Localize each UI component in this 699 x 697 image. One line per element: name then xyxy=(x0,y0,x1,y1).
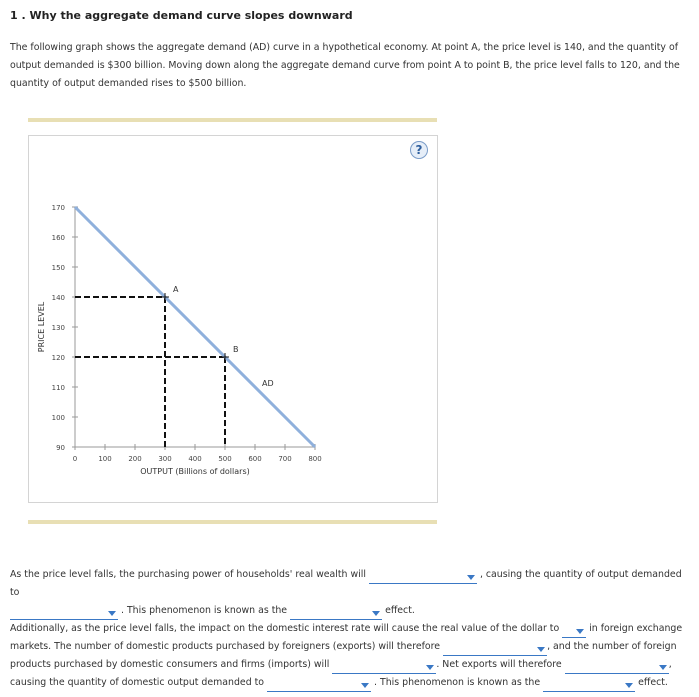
chart-dashed-guides xyxy=(75,297,225,447)
y-tick-label: 140 xyxy=(51,294,65,302)
q2-text-2: in foreign exchange markets. The number of domestic products purchased by foreigners (exports) will therefore xyxy=(10,623,683,652)
chart-axes xyxy=(72,207,315,450)
question-exchange-rate-effect xyxy=(10,620,694,692)
x-tick-label: 300 xyxy=(158,455,172,463)
q2-text-8: effect. xyxy=(638,677,668,688)
y-axis-title: PRICE LEVEL xyxy=(37,301,46,353)
q2-text-6: causing the quantity of domestic output demanded to xyxy=(10,677,265,688)
x-tick-label: 400 xyxy=(188,455,202,463)
point-label-b: B xyxy=(233,345,239,354)
chevron-down-icon xyxy=(108,611,116,616)
y-tick-label: 150 xyxy=(51,264,65,272)
x-axis-title: OUTPUT (Billions of dollars) xyxy=(140,467,250,476)
intro-paragraph: The following graph shows the aggregate demand (AD) curve in a hypothetical economy. At point A, the price level is 140, and the quantity of output demanded is $300 billion. Moving down along the aggregate demand curve from point A to point B, the price level falls to 120, and the quantity of output demanded rises to $500 billion. xyxy=(10,42,680,89)
y-tick-label: 130 xyxy=(51,324,65,332)
effect-name-dropdown-2[interactable] xyxy=(543,678,635,692)
q1-text-3: . This phenomenon is known as the xyxy=(120,605,288,616)
y-tick-label: 90 xyxy=(56,444,65,452)
x-tick-label: 600 xyxy=(248,455,262,463)
exports-change-dropdown[interactable] xyxy=(443,642,547,656)
chart-series xyxy=(75,207,315,447)
q2-text-3: , and the number of foreign products purchased by domestic consumers and firms (imports) will xyxy=(10,641,677,670)
x-tick-label: 800 xyxy=(308,455,322,463)
question-title: 1 . Why the aggregate demand curve slopes downward xyxy=(10,9,353,22)
q2-text-5: , xyxy=(668,659,672,670)
y-tick-label: 160 xyxy=(51,234,65,242)
x-tick-label: 500 xyxy=(218,455,232,463)
effect-name-dropdown-1[interactable] xyxy=(290,606,382,620)
y-tick-label: 100 xyxy=(51,414,65,422)
net-exports-change-dropdown[interactable] xyxy=(565,660,669,674)
chevron-down-icon xyxy=(576,629,584,634)
q1-text-4: effect. xyxy=(385,605,415,616)
question-wealth-effect xyxy=(10,566,694,620)
q2-text-1: Additionally, as the price level falls, the impact on the domestic interest rate will cause the real value of the dollar to xyxy=(10,623,560,634)
chart-labels xyxy=(37,204,322,476)
q2-text-7: . This phenomenon is known as the xyxy=(374,677,541,688)
bottom-divider xyxy=(28,520,437,524)
series-label-ad: AD xyxy=(262,379,274,388)
chevron-down-icon xyxy=(467,575,475,580)
q1-text-2: , causing the quantity of output demanded to xyxy=(10,569,682,598)
y-tick-label: 120 xyxy=(51,354,65,362)
x-tick-label: 200 xyxy=(128,455,142,463)
y-tick-label: 110 xyxy=(51,384,65,392)
ad-curve-line xyxy=(75,207,315,447)
x-tick-label: 0 xyxy=(72,455,78,463)
chevron-down-icon xyxy=(426,665,434,670)
dollar-value-dropdown[interactable] xyxy=(562,624,586,638)
imports-change-dropdown[interactable] xyxy=(332,660,436,674)
chevron-down-icon xyxy=(625,683,633,688)
chevron-down-icon xyxy=(361,683,369,688)
chevron-down-icon xyxy=(537,647,545,652)
x-tick-label: 100 xyxy=(98,455,112,463)
x-tick-label: 700 xyxy=(278,455,292,463)
wealth-change-dropdown[interactable] xyxy=(369,570,477,584)
point-label-a: A xyxy=(173,285,179,294)
domestic-output-change-dropdown[interactable] xyxy=(267,678,371,692)
chevron-down-icon xyxy=(659,665,667,670)
chevron-down-icon xyxy=(372,611,380,616)
q2-text-4: . Net exports will therefore xyxy=(436,659,562,670)
quantity-change-dropdown[interactable] xyxy=(10,606,118,620)
help-icon[interactable]: ? xyxy=(410,141,428,159)
q1-text-1: As the price level falls, the purchasing power of households' real wealth will xyxy=(10,569,366,580)
y-tick-label: 170 xyxy=(51,204,65,212)
